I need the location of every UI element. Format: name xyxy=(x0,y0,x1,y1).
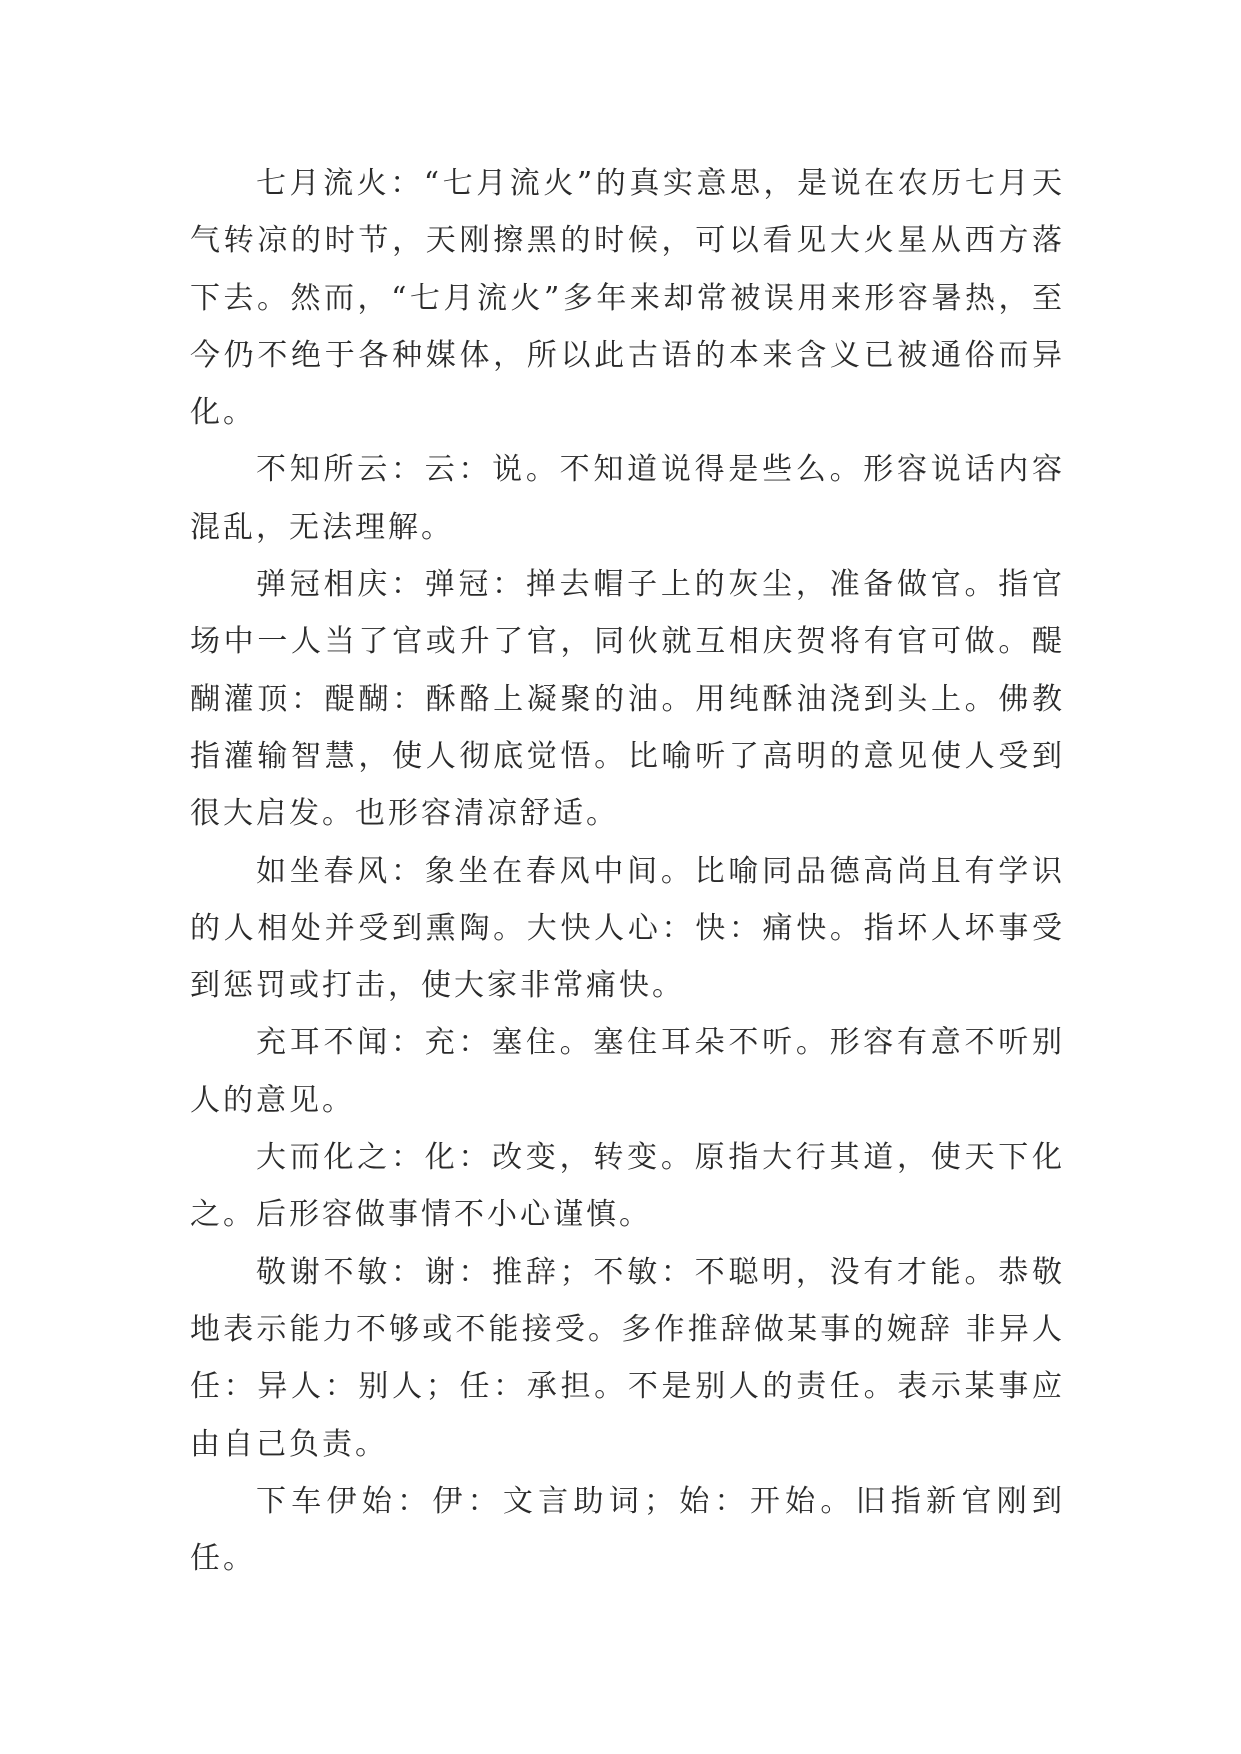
paragraph-ruzuo-chunfeng: 如坐春风：象坐在春风中间。比喻同品德高尚且有学识的人相处并受到熏陶。大快人心：快：痛快。指坏人坏事受到惩罚或打击，使大家非常痛快。 xyxy=(190,853,1065,1004)
paragraph-buzhi-suoyun: 不知所云：云：说。不知道说得是些么。形容说话内容混乱，无法理解。 xyxy=(190,452,1065,545)
paragraph-jingxie-bumin: 敬谢不敏：谢：推辞；不敏：不聪明，没有才能。恭敬地表示能力不够或不能接受。多作推辞做某事的婉辞 非异人任：异人：别人；任：承担。不是别人的责任。表示某事应由自己负责。 xyxy=(190,1254,1065,1462)
paragraph-xiache-yishi: 下车伊始：伊：文言助词；始：开始。旧指新官刚到任。 xyxy=(190,1483,1065,1577)
paragraph-tanguan-xiangqing: 弹冠相庆：弹冠：掸去帽子上的灰尘，准备做官。指官场中一人当了官或升了官，同伙就互相庆贺将有官可做。醍醐灌顶：醍醐：酥酪上凝聚的油。用纯酥油浇到头上。佛教指灌输智慧，使人彻底觉悟。比喻听了高明的意见使人受到很大启发。也形容清凉舒适。 xyxy=(190,567,1065,832)
paragraph-chonger-buwen: 充耳不闻：充：塞住。塞住耳朵不听。形容有意不听别人的意见。 xyxy=(190,1025,1065,1118)
paragraph-qiyue-liuhuo: 七月流火：“七月流火”的真实意思，是说在农历七月天气转凉的时节，天刚擦黑的时候，可以看见大火星从西方落下去。然而，“七月流火”多年来却常被误用来形容暑热，至今仍不绝于各种媒体，所以此古语的本来含义已被通俗而异化。 xyxy=(190,166,1065,431)
document-page xyxy=(190,155,1065,1587)
paragraph-daer-huazhi: 大而化之：化：改变，转变。原指大行其道，使天下化之。后形容做事情不小心谨慎。 xyxy=(190,1140,1065,1233)
